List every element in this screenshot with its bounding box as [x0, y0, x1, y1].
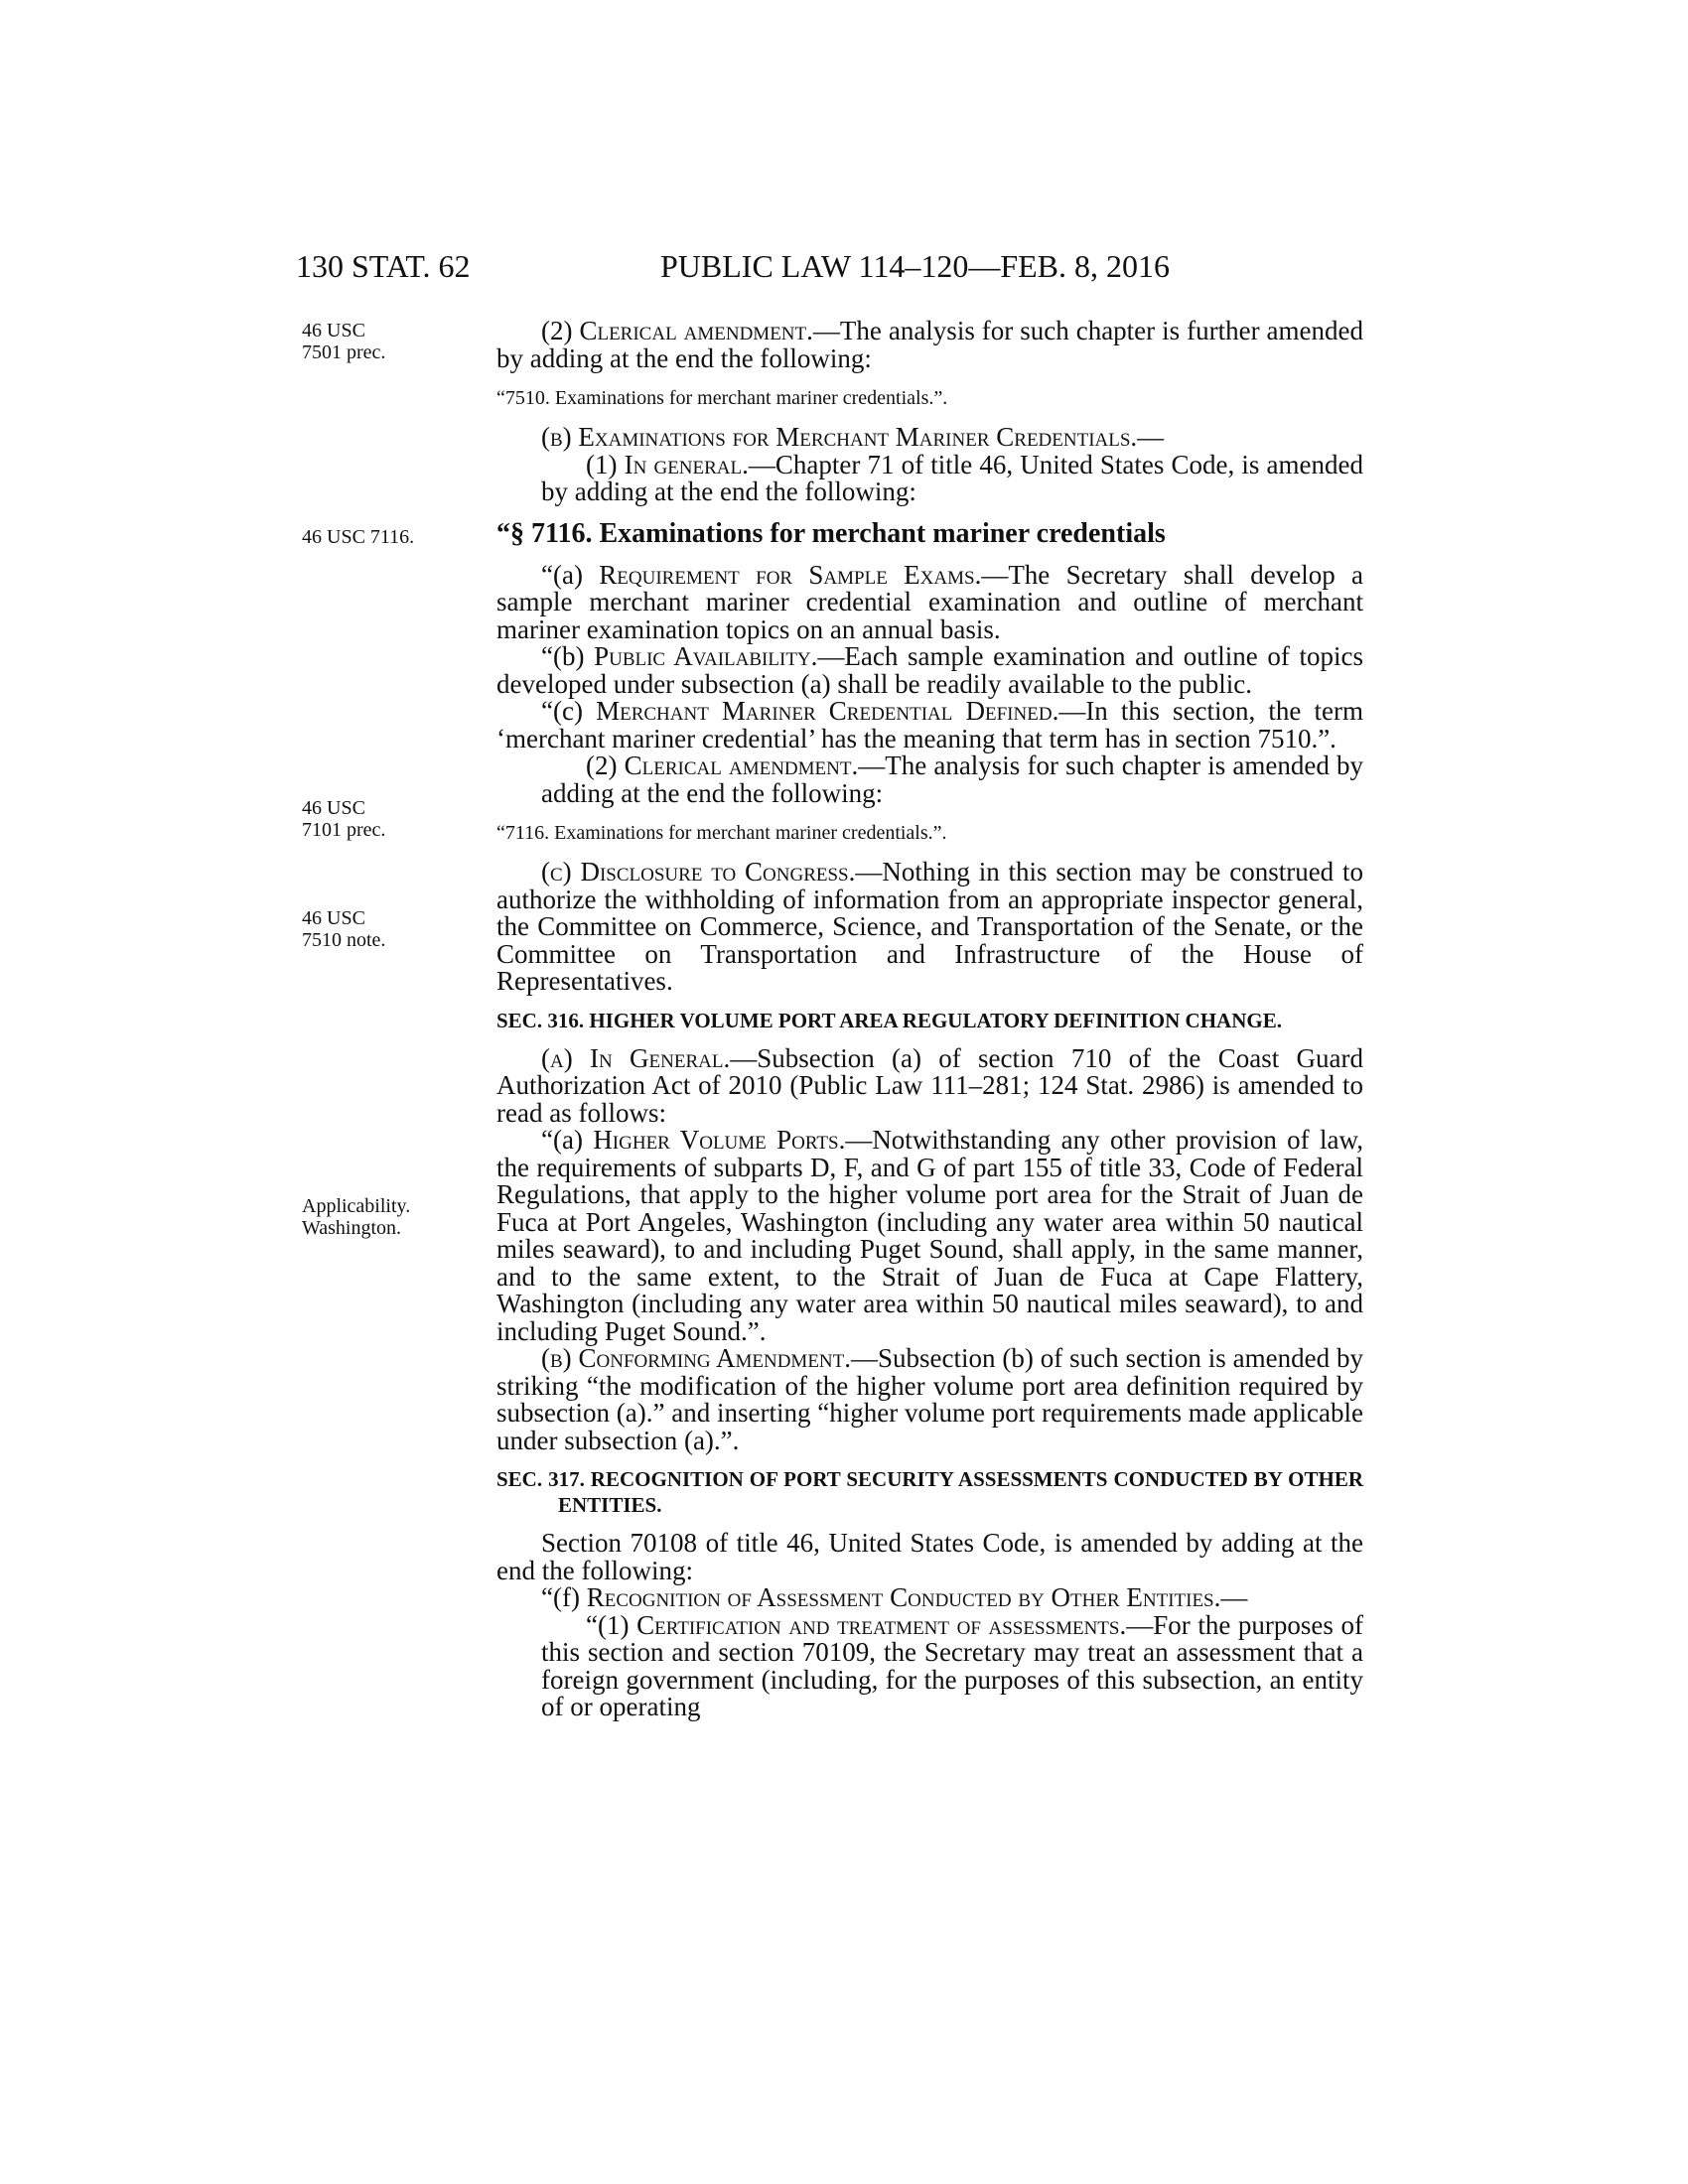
paragraph-recognition-of-assessment: “(f) Recognition of Assessment Conducted by Other Entities.—	[541, 1582, 1248, 1612]
margin-note-line: 7101 prec.	[302, 819, 386, 841]
paragraph-public-availability: “(b) Public Availability.—Each sample examination and outline of topics developed under subsection (a) shall be readily available to the public.	[496, 641, 1363, 699]
section-7116-heading: “§ 7116. Examinations for merchant mariner credentials	[496, 517, 1166, 549]
paragraph-clerical-amendment-1: (2) Clerical amendment.—The analysis for such chapter is further amended by adding at the end the following:	[496, 316, 1363, 373]
margin-note-line: 7501 prec.	[302, 341, 386, 363]
paragraph-certification-treatment: “(1) Certification and treatment of assessments.—For the purposes of this section and section 70109, the Secretary may treat an assessment that a foreign government (including, for the purposes of this subsection, an entity of or operating	[541, 1609, 1364, 1721]
margin-note-line: 46 USC 7116.	[302, 526, 415, 548]
page-stat-number: 130 STAT. 62	[296, 248, 471, 284]
paragraph-conforming-amendment: (b) Conforming Amendment.—Subsection (b) of such section is amended by striking “the modification of the higher volume port area definition required by subsection (a).” and inserting “higher volume port requirements made applicable under subsection (a).”.	[496, 1343, 1363, 1455]
running-head: PUBLIC LAW 114–120—FEB. 8, 2016	[660, 248, 1171, 284]
margin-note-7510	[302, 907, 461, 951]
paragraph-in-general-2: (a) In General.—Subsection (a) of section 710 of the Coast Guard Authorization Act of 2010 (Public Law 111–281; 124 Stat. 2986) is amended to read as follows:	[496, 1042, 1363, 1128]
margin-note-7101	[302, 797, 461, 841]
margin-note-line: 46 USC	[302, 320, 365, 341]
margin-note-line: 46 USC	[302, 797, 365, 819]
margin-note-applicability	[302, 1195, 461, 1239]
paragraph-higher-volume-ports: “(a) Higher Volume Ports.—Notwithstanding any other provision of law, the requirements of subparts D, F, and G of part 155 of title 33, Code of Federal Regulations, that apply to the higher volume port area for the Strait of Juan de Fuca at Port Angeles, Washington (including any water area within 50 nautical miles seaward), to and including Puget Sound, shall apply, in the same manner, and to the same extent, to the Strait of Juan de Fuca at Cape Flattery, Washington (including any water area within 50 nautical miles seaward), to and including Puget Sound.”.	[496, 1125, 1363, 1346]
paragraph-credential-defined: “(c) Merchant Mariner Credential Defined.—In this section, the term ‘merchant mariner credential’ has the meaning that term has in section 7510.”.	[496, 696, 1363, 753]
analysis-entry-7510: “7510. Examinations for merchant mariner credentials.”.	[496, 387, 948, 409]
margin-note-line: Applicability.	[302, 1195, 411, 1217]
paragraph-section-70108: Section 70108 of title 46, United States Code, is amended by adding at the end the following:	[496, 1528, 1363, 1585]
margin-note-line: 46 USC	[302, 907, 365, 929]
section-316-heading: SEC. 316. HIGHER VOLUME PORT AREA REGULATORY DEFINITION CHANGE.	[496, 1008, 1282, 1032]
paragraph-disclosure-to-congress: (c) Disclosure to Congress.—Nothing in this section may be construed to authorize the withholding of information from an appropriate inspector general, the Committee on Commerce, Science, and Transportation of the Senate, or the Committee on Transportation and Infrastructure of the House of Representatives.	[496, 857, 1363, 996]
margin-note-7501	[302, 320, 461, 363]
paragraph-in-general-1: (1) In general.—Chapter 71 of title 46, United States Code, is amended by adding at the end the following:	[541, 449, 1363, 506]
margin-note-7116	[302, 526, 461, 548]
paragraph-clerical-amendment-2: (2) Clerical amendment.—The analysis for such chapter is amended by adding at the end the following:	[541, 751, 1363, 808]
margin-note-line: Washington.	[302, 1217, 402, 1239]
section-317-heading: SEC. 317. RECOGNITION OF PORT SECURITY ASSESSMENTS CONDUCTED BY OTHER ENTITIES.	[496, 1467, 1363, 1517]
paragraph-examinations-heading: (b) Examinations for Merchant Mariner Credentials.—	[541, 422, 1165, 452]
paragraph-requirement-sample-exams: “(a) Requirement for Sample Exams.—The Secretary shall develop a sample merchant mariner credential examination and outline of merchant mariner examination topics on an annual basis.	[496, 559, 1364, 644]
margin-note-line: 7510 note.	[302, 929, 386, 951]
analysis-entry-7116: “7116. Examinations for merchant mariner credentials.”.	[496, 822, 947, 844]
body-text	[496, 318, 1363, 1721]
